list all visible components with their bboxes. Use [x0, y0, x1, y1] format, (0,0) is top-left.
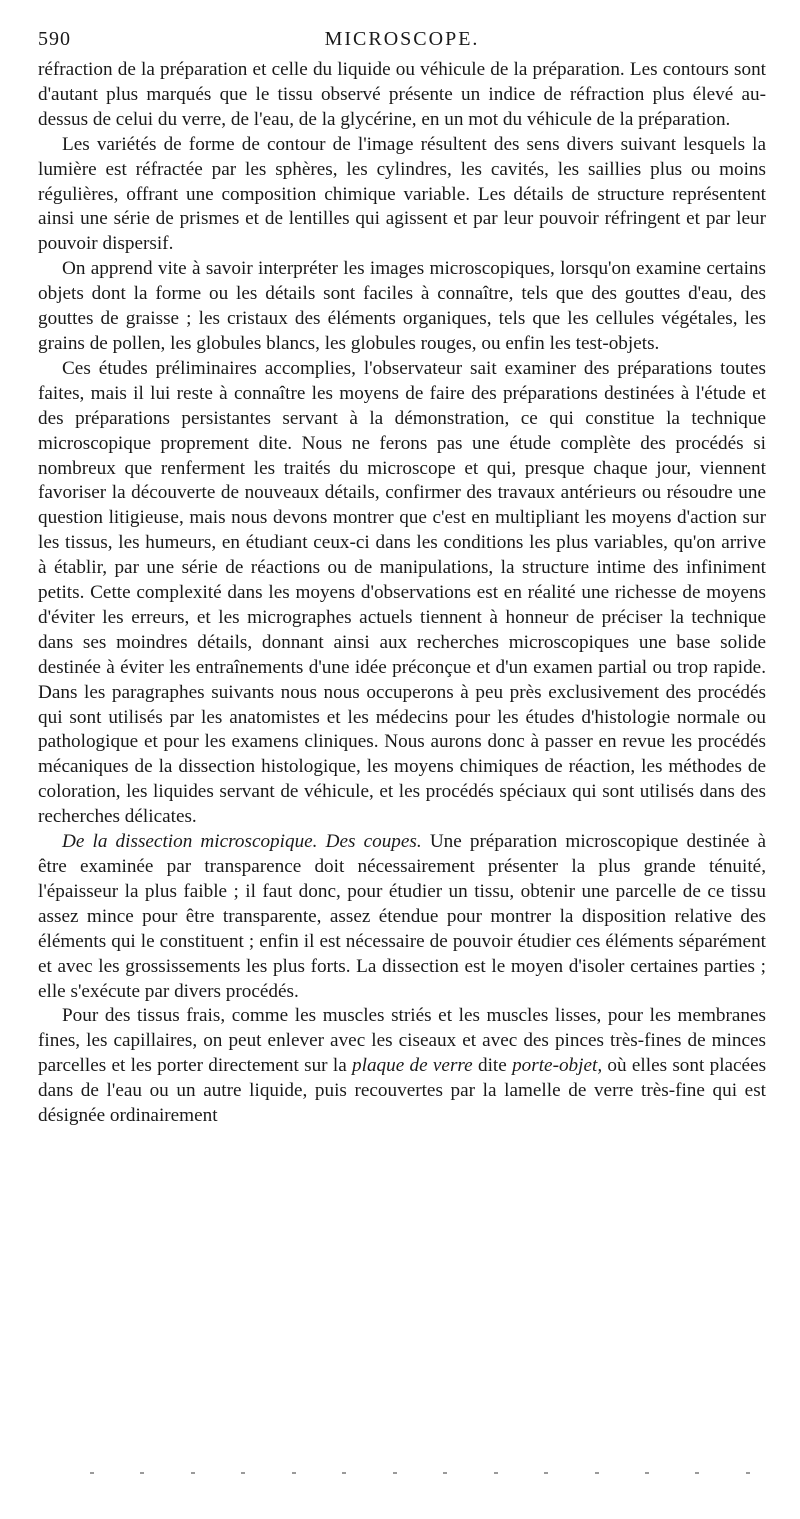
paragraph-6-text-middle: dite	[477, 1055, 507, 1077]
paragraph-6-text-before: Pour des tissus frais, comme les muscles striés et les muscles lisses, pour les membranes fines, les capillaires, on peut enlever avec les ciseaux et avec des pinces très-fines de minces parcelles et les porter directement sur la	[38, 1005, 766, 1077]
dot	[292, 1472, 296, 1474]
paragraph-5	[38, 830, 766, 1004]
dot	[342, 1472, 346, 1474]
dot	[544, 1472, 548, 1474]
paragraph-4: Ces études préliminaires accomplies, l'observateur sait examiner des préparations toutes faites, mais il lui reste à connaître les moyens de faire des préparations destinées à l'étude et des préparations persistantes servant à la démonstration, ce qui constitue la technique microscopique proprement dite. Nous ne ferons pas une étude complète des procédés si nombreux que renferment les traités du microscope et qui, presque chaque jour, viennent favoriser la découverte de nouveaux détails, confirmer des travaux antérieurs ou résoudre une question litigieuse, mais nous devons montrer que c'est en multipliant les moyens d'action sur les tissus, les humeurs, en étudiant ceux-ci dans les conditions les plus variables, qu'on arrive à établir, par une série de réactions ou de manipulations, la structure intime des infiniment petits. Cette complexité dans les moyens d'observations est en réalité une richesse de moyens d'éviter les erreurs, et les micrographes actuels tiennent à honneur de préciser la technique dans ses moindres détails, donnant ainsi aux recherches microscopiques une base solide destinée à éviter les entraînements d'une idée préconçue et d'un examen partial ou trop rapide. Dans les paragraphes suivants nous nous occuperons à peu près exclusivement des procédés qui sont utilisés par les anatomistes et les médecins pour les études d'histologie normale ou pathologique et pour les examens cliniques. Nous aurons donc à passer en revue les procédés mécaniques de la dissection histologique, les moyens chimiques de réaction, les méthodes de coloration, les liquides servant de véhicule, et les procédés spéciaux qui sont utilisés dans des recherches délicates.	[38, 357, 766, 828]
dot	[695, 1472, 699, 1474]
paragraph-3: On apprend vite à savoir interpréter les images microscopiques, lorsqu'on examine certains objets dont la forme ou les détails sont faciles à connaître, tels que des gouttes d'eau, des gouttes de graisse ; les cristaux des éléments organiques, tels que les cellules végétales, les grains de pollen, les globules blancs, les globules rouges, ou enfin les test-objets.	[38, 258, 766, 354]
dot	[140, 1472, 144, 1474]
dot	[494, 1472, 498, 1474]
paragraph-1: réfraction de la préparation et celle du liquide ou véhicule de la préparation. Les contours sont d'autant plus marqués que le tissu observé présente un indice de réfraction plus élevé au-dessus de celui du verre, de l'eau, de la glycérine, en un mot du véhicule de la préparation.	[38, 59, 766, 130]
paragraph-2: Les variétés de forme de contour de l'image résultent des sens divers suivant lesquels la lumière est réfractée par les sphères, les cylindres, les cavités, les saillies plus ou moins régulières, offrant une composition chimique variable. Les détails de structure représentent ainsi une série de prismes et de lentilles qui agissent et par leur pouvoir réfringent et par leur pouvoir dispersif.	[38, 133, 766, 255]
running-head	[38, 28, 766, 58]
page-number: 590	[38, 28, 71, 50]
section-heading: De la dissection microscopique. Des coupes.	[62, 831, 422, 853]
term-porte-objet: porte-objet,	[512, 1055, 603, 1077]
header-title: MICROSCOPE.	[324, 28, 480, 50]
dot	[191, 1472, 195, 1474]
term-plaque-de-verre: plaque de verre	[352, 1055, 473, 1077]
dot	[746, 1472, 750, 1474]
dot	[241, 1472, 245, 1474]
dot	[393, 1472, 397, 1474]
paragraph-5-text: Une préparation microscopique destinée à être examinée par transparence doit nécessairement présenter la plus grande ténuité, l'épaisseur la plus faible ; il faut donc, pour étudier un tissu, obtenir une parcelle de ce tissu assez mince pour être transparente, assez étendue pour montrer la disposition relative des éléments qui le constituent ; enfin il est nécessaire de pouvoir étudier ces éléments séparément et avec les grossissements les plus forts. La dissection est le moyen d'isoler certaines parties ; elle s'exécute par divers procédés.	[38, 831, 767, 1002]
dot	[645, 1472, 649, 1474]
dot	[90, 1472, 94, 1474]
body-text	[38, 58, 766, 1129]
paragraph-6	[38, 1004, 766, 1129]
dot	[595, 1472, 599, 1474]
dot	[443, 1472, 447, 1474]
paragraph-6-text-after: où elles sont placées dans de l'eau ou un autre liquide, puis recouvertes par la lamelle de verre très-fine qui est désignée ordinairement	[38, 1055, 767, 1127]
scan-artifact-dots	[90, 1467, 750, 1479]
page	[38, 28, 766, 1129]
